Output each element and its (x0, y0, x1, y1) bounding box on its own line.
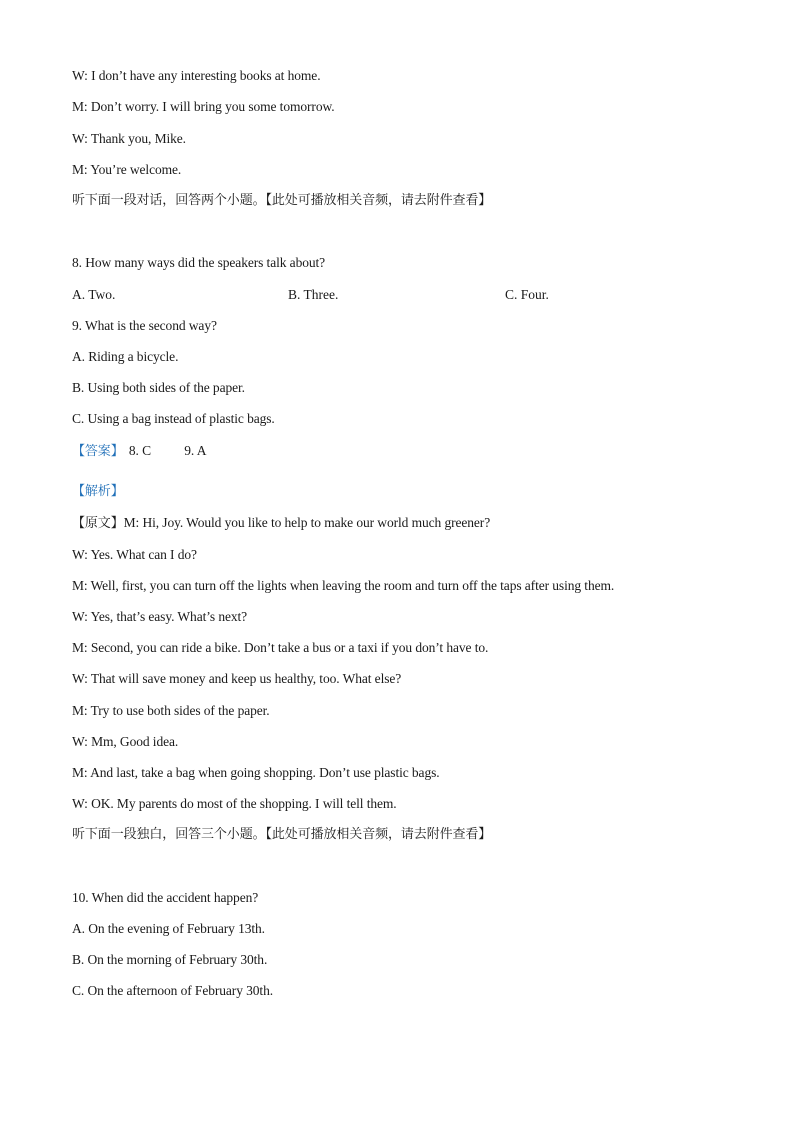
answer-8: 8. C (128, 443, 151, 458)
listening-instruction: 听下面一段对话，回答两个小题。【此处可播放相关音频，请去附件查看】 (72, 193, 492, 208)
transcript-line: W: Yes, that’s easy. What’s next? (72, 609, 248, 624)
transcript-line: W: That will save money and keep us healthy, too. What else? (72, 671, 402, 686)
question-10: 10. When did the accident happen? (72, 890, 259, 905)
q10-option-b: B. On the morning of February 30th. (72, 952, 268, 967)
transcript-line: M: Try to use both sides of the paper. (72, 703, 270, 718)
q8-option-c: C. Four. (505, 287, 549, 302)
dialogue-line: W: I don’t have any interesting books at home. (72, 68, 321, 83)
q10-option-c: C. On the afternoon of February 30th. (72, 983, 274, 998)
answer-line (72, 442, 206, 461)
dialogue-line: W: Thank you, Mike. (72, 131, 186, 146)
transcript-label: 【原文】 (72, 516, 124, 531)
question-9: 9. What is the second way? (72, 318, 217, 333)
transcript-line: M: And last, take a bag when going shopping. Don’t use plastic bags. (72, 765, 440, 780)
q10-option-a: A. On the evening of February 13th. (72, 921, 265, 936)
answer-label: 【答案】 (72, 444, 124, 459)
q8-option-a: A. Two. (72, 287, 116, 302)
transcript-line: M: Hi, Joy. Would you like to help to make our world much greener? (123, 515, 491, 530)
answer-9: 9. A (184, 443, 207, 458)
transcript-line: W: Mm, Good idea. (72, 734, 179, 749)
analysis-label: 【解析】 (72, 484, 124, 499)
transcript-line: W: Yes. What can I do? (72, 547, 197, 562)
dialogue-line: M: You’re welcome. (72, 162, 182, 177)
q9-option-a: A. Riding a bicycle. (72, 349, 179, 364)
question-8: 8. How many ways did the speakers talk about? (72, 255, 326, 270)
q9-option-c: C. Using a bag instead of plastic bags. (72, 411, 275, 426)
q8-option-b: B. Three. (288, 287, 339, 302)
dialogue-line: M: Don’t worry. I will bring you some tomorrow. (72, 99, 335, 114)
transcript-line: W: OK. My parents do most of the shopping. I will tell them. (72, 796, 397, 811)
transcript-line: M: Second, you can ride a bike. Don’t take a bus or a taxi if you don’t have to. (72, 640, 489, 655)
listening-instruction: 听下面一段独白，回答三个小题。【此处可播放相关音频，请去附件查看】 (72, 827, 492, 842)
transcript-line: M: Well, first, you can turn off the lights when leaving the room and turn off the taps after using them. (72, 578, 615, 593)
transcript-first-line (72, 514, 490, 533)
q9-option-b: B. Using both sides of the paper. (72, 380, 245, 395)
